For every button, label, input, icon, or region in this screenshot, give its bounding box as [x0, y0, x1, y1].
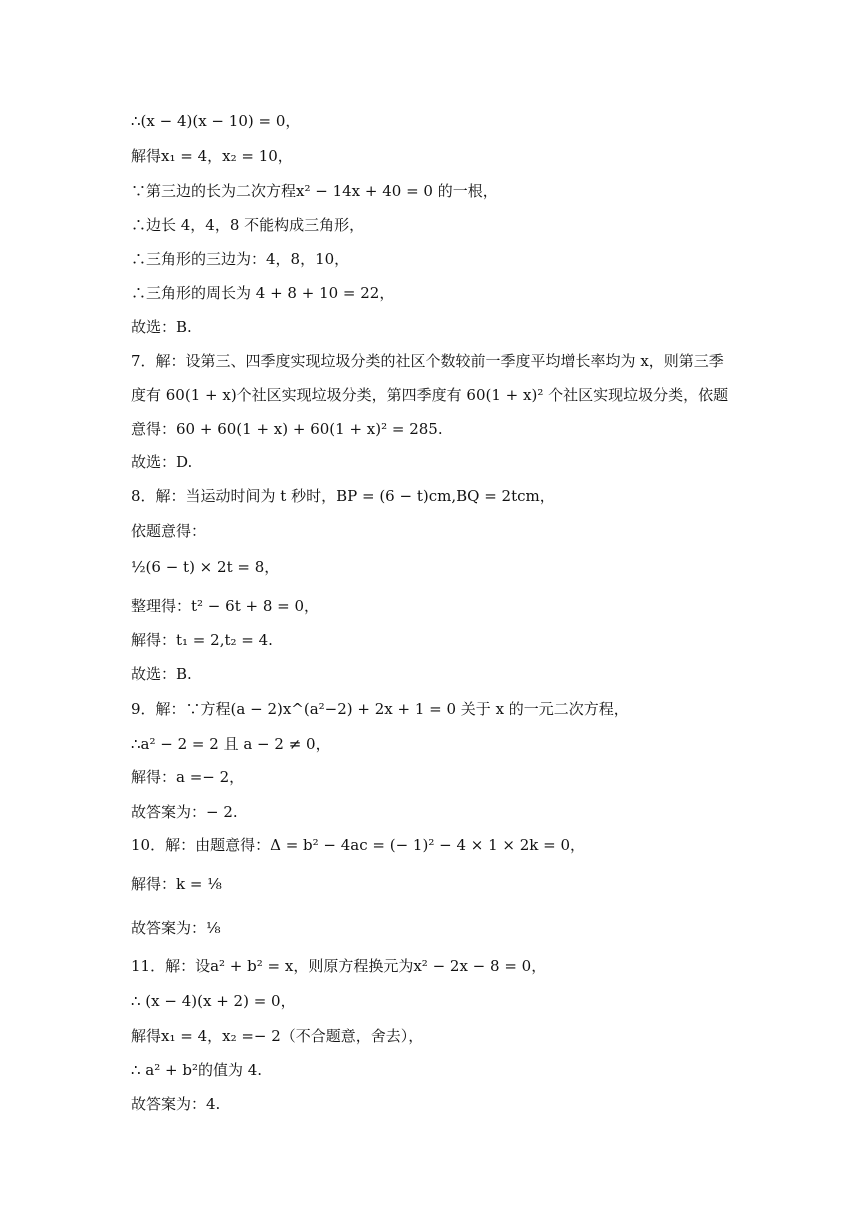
text-line: 解得：a =− 2， — [131, 768, 245, 786]
text-line: 9．解：∵方程(a − 2)x^(a²−2) + 2x + 1 = 0 关于 x 的一元二次方程， — [131, 700, 629, 718]
text-line: 8．解：当运动时间为 t 秒时，BP = (6 − t)cm,BQ = 2tcm， — [131, 487, 555, 505]
text-line: 故答案为：4. — [131, 1095, 221, 1113]
text-line: ∴三角形的三边为：4，8，10， — [131, 250, 350, 268]
text-line: 故答案为：⅛ — [131, 919, 221, 937]
text-line: ∴ a² + b²的值为 4. — [131, 1061, 263, 1079]
text-line: ∴边长 4，4，8 不能构成三角形， — [131, 216, 365, 234]
text-line: ½(6 − t) × 2t = 8， — [131, 558, 280, 576]
text-line: 解得：k = ⅛ — [131, 875, 222, 893]
text-line: 故选：B. — [131, 318, 192, 336]
text-line: ∴三角形的周长为 4 + 8 + 10 = 22， — [131, 284, 395, 302]
text-line: 解得x₁ = 4，x₂ = 10， — [131, 147, 293, 165]
text-line: 整理得：t² − 6t + 8 = 0， — [131, 597, 320, 615]
text-line: 解得：t₁ = 2,t₂ = 4. — [131, 631, 273, 649]
text-line: 10．解：由题意得：Δ = b² − 4ac = (− 1)² − 4 × 1 × 2k = 0， — [131, 836, 586, 854]
text-line: 依题意得： — [131, 522, 207, 540]
paragraph: 7．解：设第三、四季度实现垃圾分类的社区个数较前一季度平均增长率均为 x，则第三季度有 60(1 + x)个社区实现垃圾分类，第四季度有 60(1 + x)² 个社区实现垃圾分类，依题意得：60 + 60(1 + x) + 60(1 + x)² = 285. — [131, 352, 729, 438]
text-line: ∴ (x − 4)(x + 2) = 0， — [131, 992, 296, 1010]
text-line: ∴a² − 2 = 2 且 a − 2 ≠ 0， — [131, 735, 331, 753]
text-line: 故答案为：− 2. — [131, 803, 238, 821]
text-line: ∴(x − 4)(x − 10) = 0， — [131, 112, 301, 130]
text-line: ∵第三边的长为二次方程x² − 14x + 40 = 0 的一根， — [131, 182, 498, 200]
text-line: 解得x₁ = 4，x₂ =− 2（不合题意，舍去）， — [131, 1027, 424, 1045]
text-line: 故选：B. — [131, 665, 192, 683]
text-line: 故选：D. — [131, 453, 193, 471]
text-line: 11．解：设a² + b² = x，则原方程换元为x² − 2x − 8 = 0， — [131, 957, 547, 975]
